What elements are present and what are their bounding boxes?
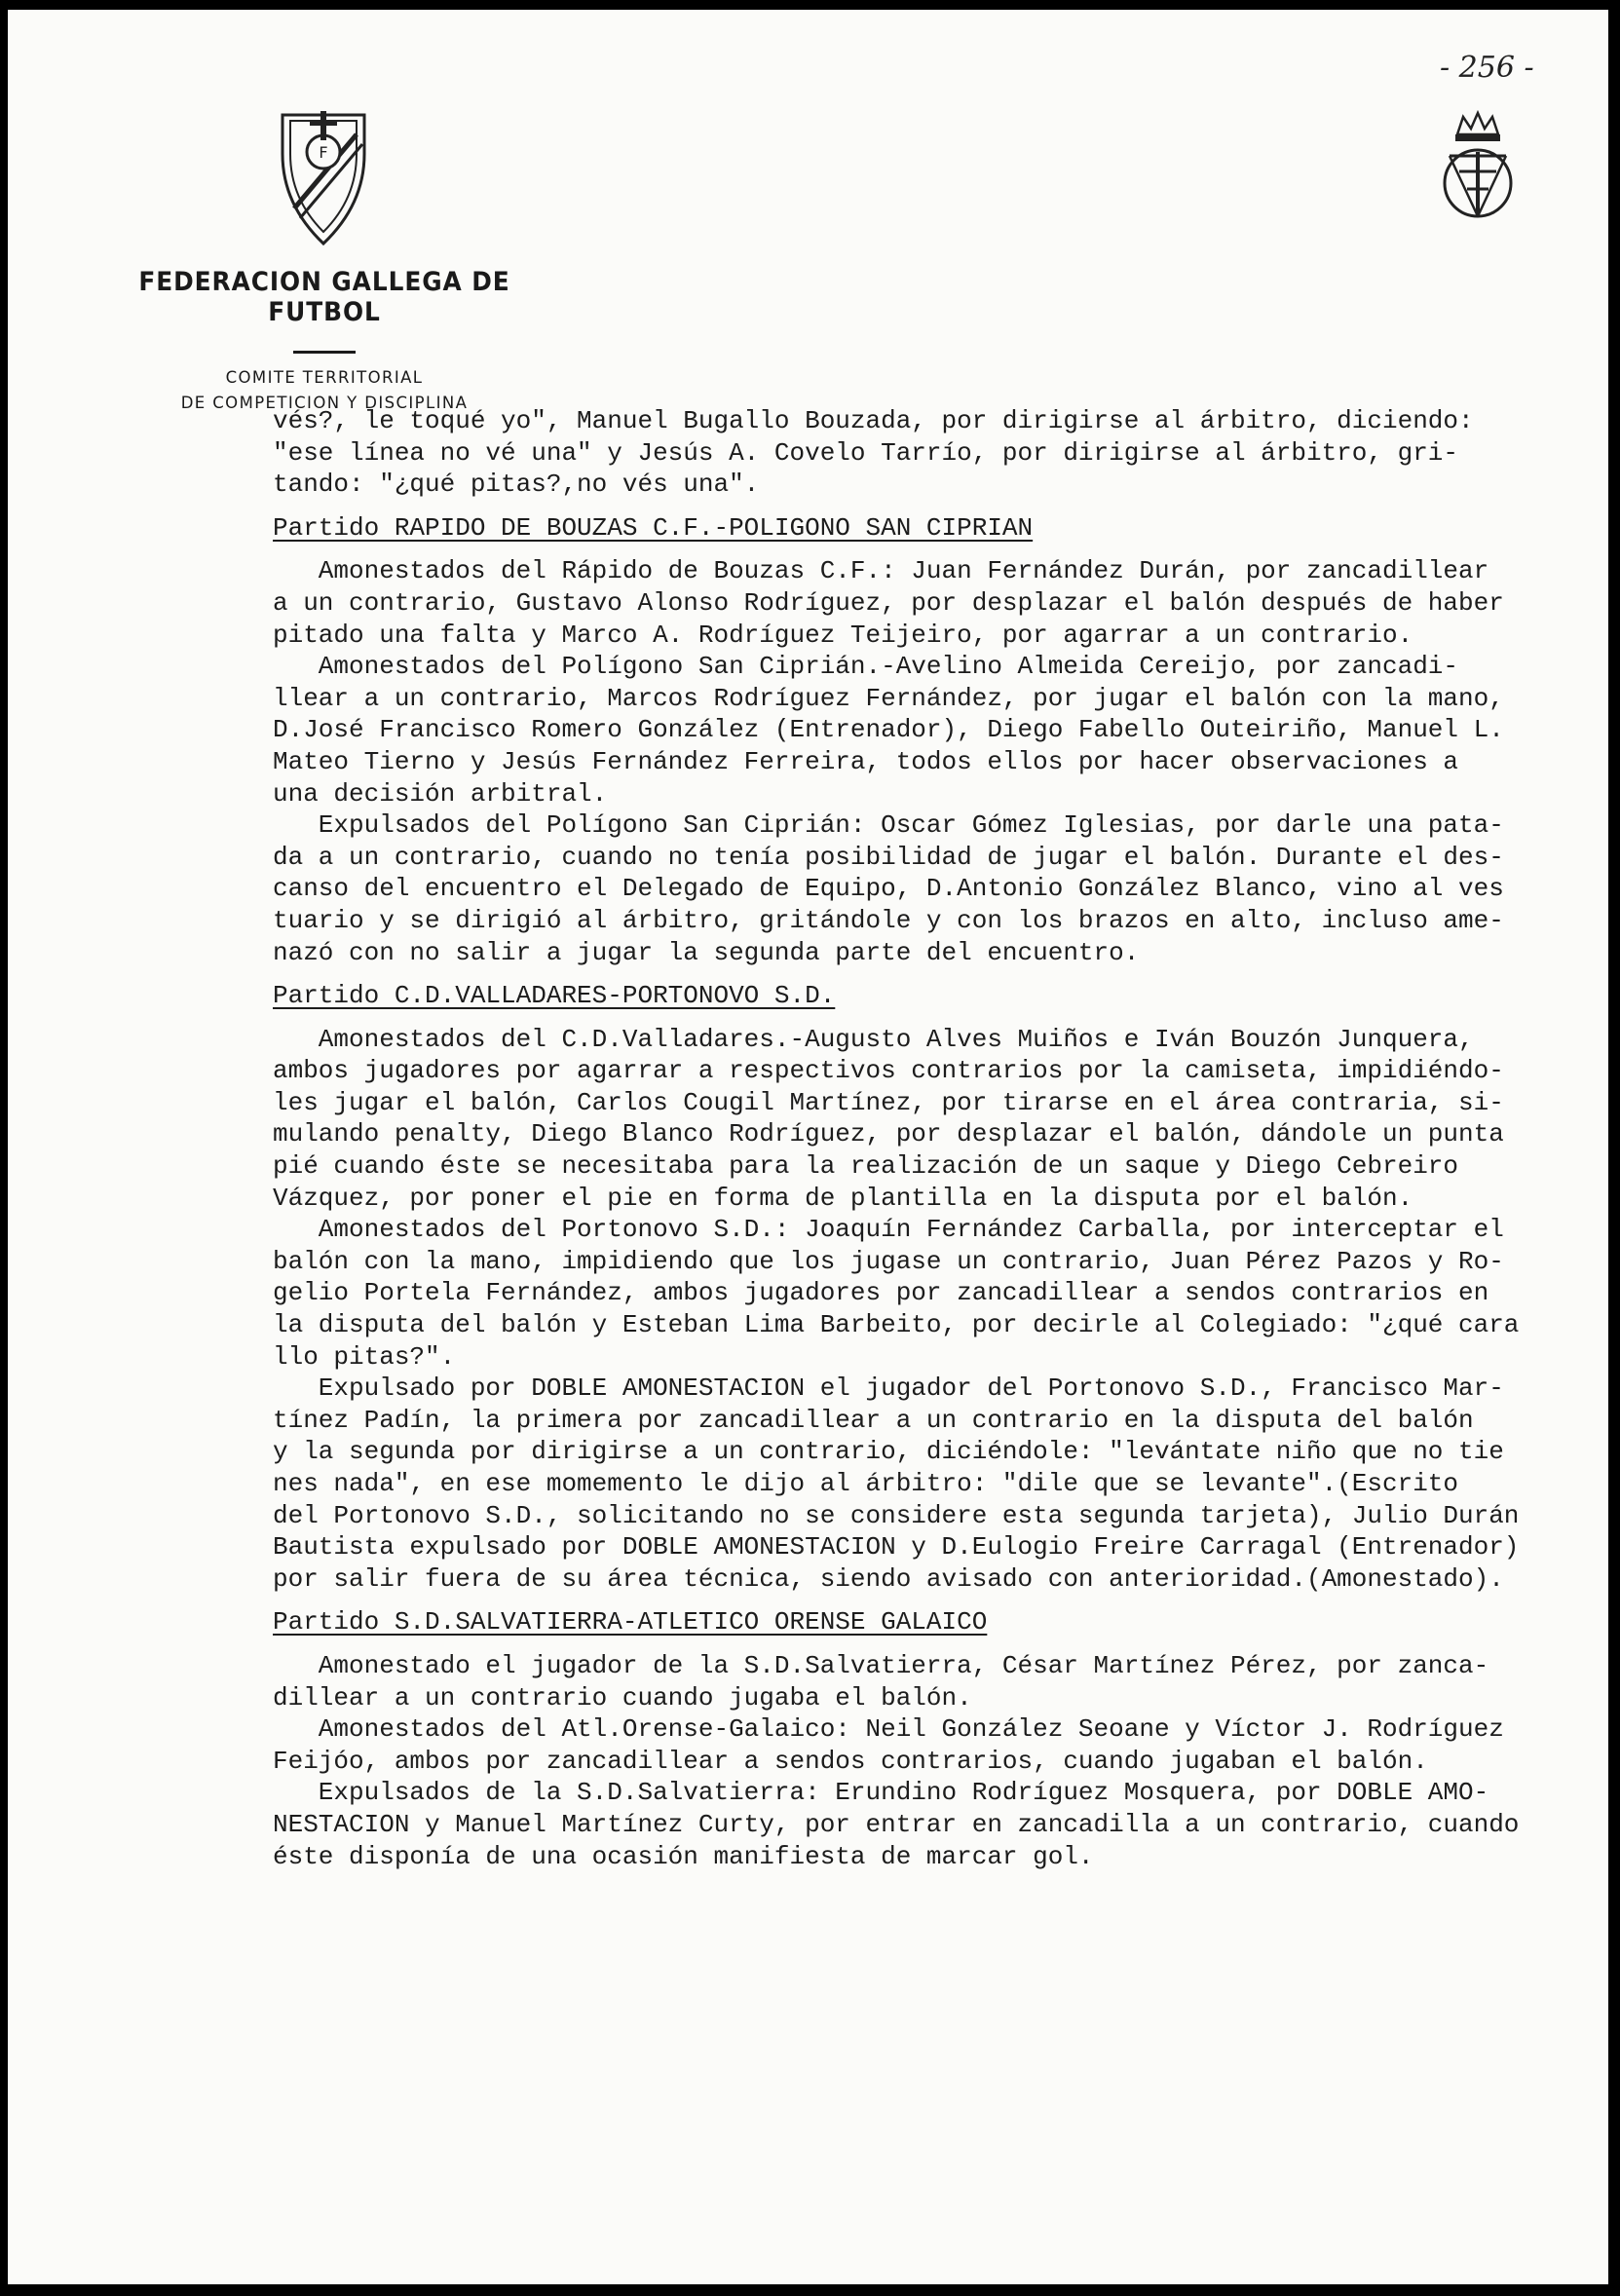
federation-shield-logo [277,111,370,247]
text-line: Expulsado por DOBLE AMONESTACION el jugador del Portonovo S.D., Francisco Mar- [273,1374,1504,1404]
match-heading: Partido RAPIDO DE BOUZAS C.F.-POLIGONO SAN CIPRIAN [273,512,1034,543]
text-line: tínez Padín, la primera por zancadillear a un contrario en la disputa del balón [273,1405,1474,1435]
text-line: Vázquez, por poner el pie en forma de plantilla en la disputa por el balón. [273,1183,1413,1213]
text-line: les jugar el balón, Carlos Cougil Martínez, por tirarse en el área contraria, si- [273,1087,1504,1117]
text-line: Expulsados del Polígono San Ciprián: Oscar Gómez Iglesias, por darle una pata- [273,810,1504,841]
text-line: dillear a un contrario cuando jugaba el balón. [273,1682,972,1713]
text-line: nes nada", en ese momemento le dijo al árbitro: "dile que se levante".(Escrito [273,1469,1458,1498]
text-line: da a un contrario, cuando no tenía posibilidad de jugar el balón. Durante el des- [273,842,1504,872]
paragraph-block [273,405,1598,501]
text-line: pitado una falta y Marco A. Rodríguez Teijeiro, por agarrar a un contrario. [273,620,1413,650]
text-line: Bautista expulsado por DOBLE AMONESTACION y D.Eulogio Freire Carragal (Entrenador) [273,1532,1520,1562]
text-line: Amonestados del Atl.Orense-Galaico: Neil González Seoane y Víctor J. Rodríguez [273,1714,1504,1745]
document-body [273,405,1598,1872]
text-line: Expulsados de la S.D.Salvatierra: Erundino Rodríguez Mosquera, por DOBLE AMO- [273,1778,1489,1808]
text-line: por salir fuera de su área técnica, siendo avisado con anterioridad.(Amonestado). [273,1563,1504,1594]
text-line: una decisión arbitral. [273,778,608,809]
text-line: Amonestados del C.D.Valladares.-Augusto Alves Muiños e Iván Bouzón Junquera, [273,1024,1474,1054]
text-line: pié cuando éste se necesitaba para la realización de un saque y Diego Cebreiro [273,1151,1458,1182]
text-line: tuario y se dirigió al árbitro, gritándole y con los brazos en alto, incluso ame- [273,905,1504,935]
paragraph-block [273,555,1598,968]
text-line: llear a un contrario, Marcos Rodríguez Fernández, por jugar el balón con la mano, [273,683,1504,713]
text-line: la disputa del balón y Esteban Lima Barbeito, por decirle al Colegiado: "¿qué cara [273,1310,1520,1340]
crown-emblem-logo [1438,107,1518,229]
text-line: Amonestado el jugador de la S.D.Salvatierra, César Martínez Pérez, por zanca- [273,1650,1489,1680]
text-line: balón con la mano, impidiendo que los jugase un contrario, Juan Pérez Pazos y Ro- [273,1246,1504,1276]
svg-text:F: F [319,143,328,162]
text-line: y la segunda por dirigirse a un contrario, diciéndole: "levántate niño que no tie [273,1437,1504,1467]
text-line: Mateo Tierno y Jesús Fernández Ferreira, todos ellos por hacer observaciones a [273,746,1458,776]
text-line: gelio Portela Fernández, ambos jugadores por zancadillear a sendos contrarios en [273,1278,1489,1308]
text-line: D.José Francisco Romero González (Entrenador), Diego Fabello Outeiriño, Manuel L. [273,715,1504,745]
organization-header [105,267,544,416]
text-line: a un contrario, Gustavo Alonso Rodríguez, por desplazar el balón después de haber [273,587,1504,618]
text-line: tando: "¿qué pitas?,no vés una". [273,470,760,500]
text-line: mulando penalty, Diego Blanco Rodríguez, por desplazar el balón, dándole un punta [273,1119,1504,1149]
committee-name-line-1: COMITE TERRITORIAL [225,368,424,387]
paragraph-block [273,1024,1598,1596]
document-page [8,10,1608,2284]
text-line: del Portonovo S.D., solicitando no se considere esta segunda tarjeta), Julio Durán [273,1500,1520,1530]
text-line: Feijóo, ambos por zancadillear a sendos contrarios, cuando jugaban el balón. [273,1746,1428,1776]
committee-name-line-2: DE COMPETICION Y DISCIPLINA [180,394,469,412]
organization-name: FEDERACION GALLEGA DE FUTBOL [138,267,510,327]
text-line: NESTACION y Manuel Martínez Curty, por entrar en zancadilla a un contrario, cuando [273,1809,1520,1839]
text-line: Amonestados del Portonovo S.D.: Joaquín Fernández Carballa, por interceptar el [273,1215,1504,1245]
text-line: vés?, le toqué yo", Manuel Bugallo Bouzada, por dirigirse al árbitro, diciendo: [273,406,1474,435]
text-line: Amonestados del Polígono San Ciprián.-Avelino Almeida Cereijo, por zancadi- [273,652,1458,682]
paragraph-block [273,1650,1598,1872]
page-number: - 256 - [1440,51,1534,85]
text-line: llo pitas?". [273,1341,456,1372]
text-line: "ese línea no vé una" y Jesús A. Covelo Tarrío, por dirigirse al árbitro, gri- [273,437,1458,468]
match-heading: Partido S.D.SALVATIERRA-ATLETICO ORENSE GALAICO [273,1607,988,1637]
header-divider [293,351,356,354]
text-line: canso del encuentro el Delegado de Equipo, D.Antonio González Blanco, vino al ves [273,874,1504,904]
match-heading: Partido C.D.VALLADARES-PORTONOVO S.D. [273,981,836,1011]
text-line: nazó con no salir a jugar la segunda parte del encuentro. [273,937,1140,967]
text-line: éste disponía de una ocasión manifiesta de marcar gol. [273,1841,1094,1871]
text-line: ambos jugadores por agarrar a respectivos contrarios por la camiseta, impidiéndo- [273,1056,1504,1086]
text-line: Amonestados del Rápido de Bouzas C.F.: Juan Fernández Durán, por zancadillear [273,556,1489,586]
